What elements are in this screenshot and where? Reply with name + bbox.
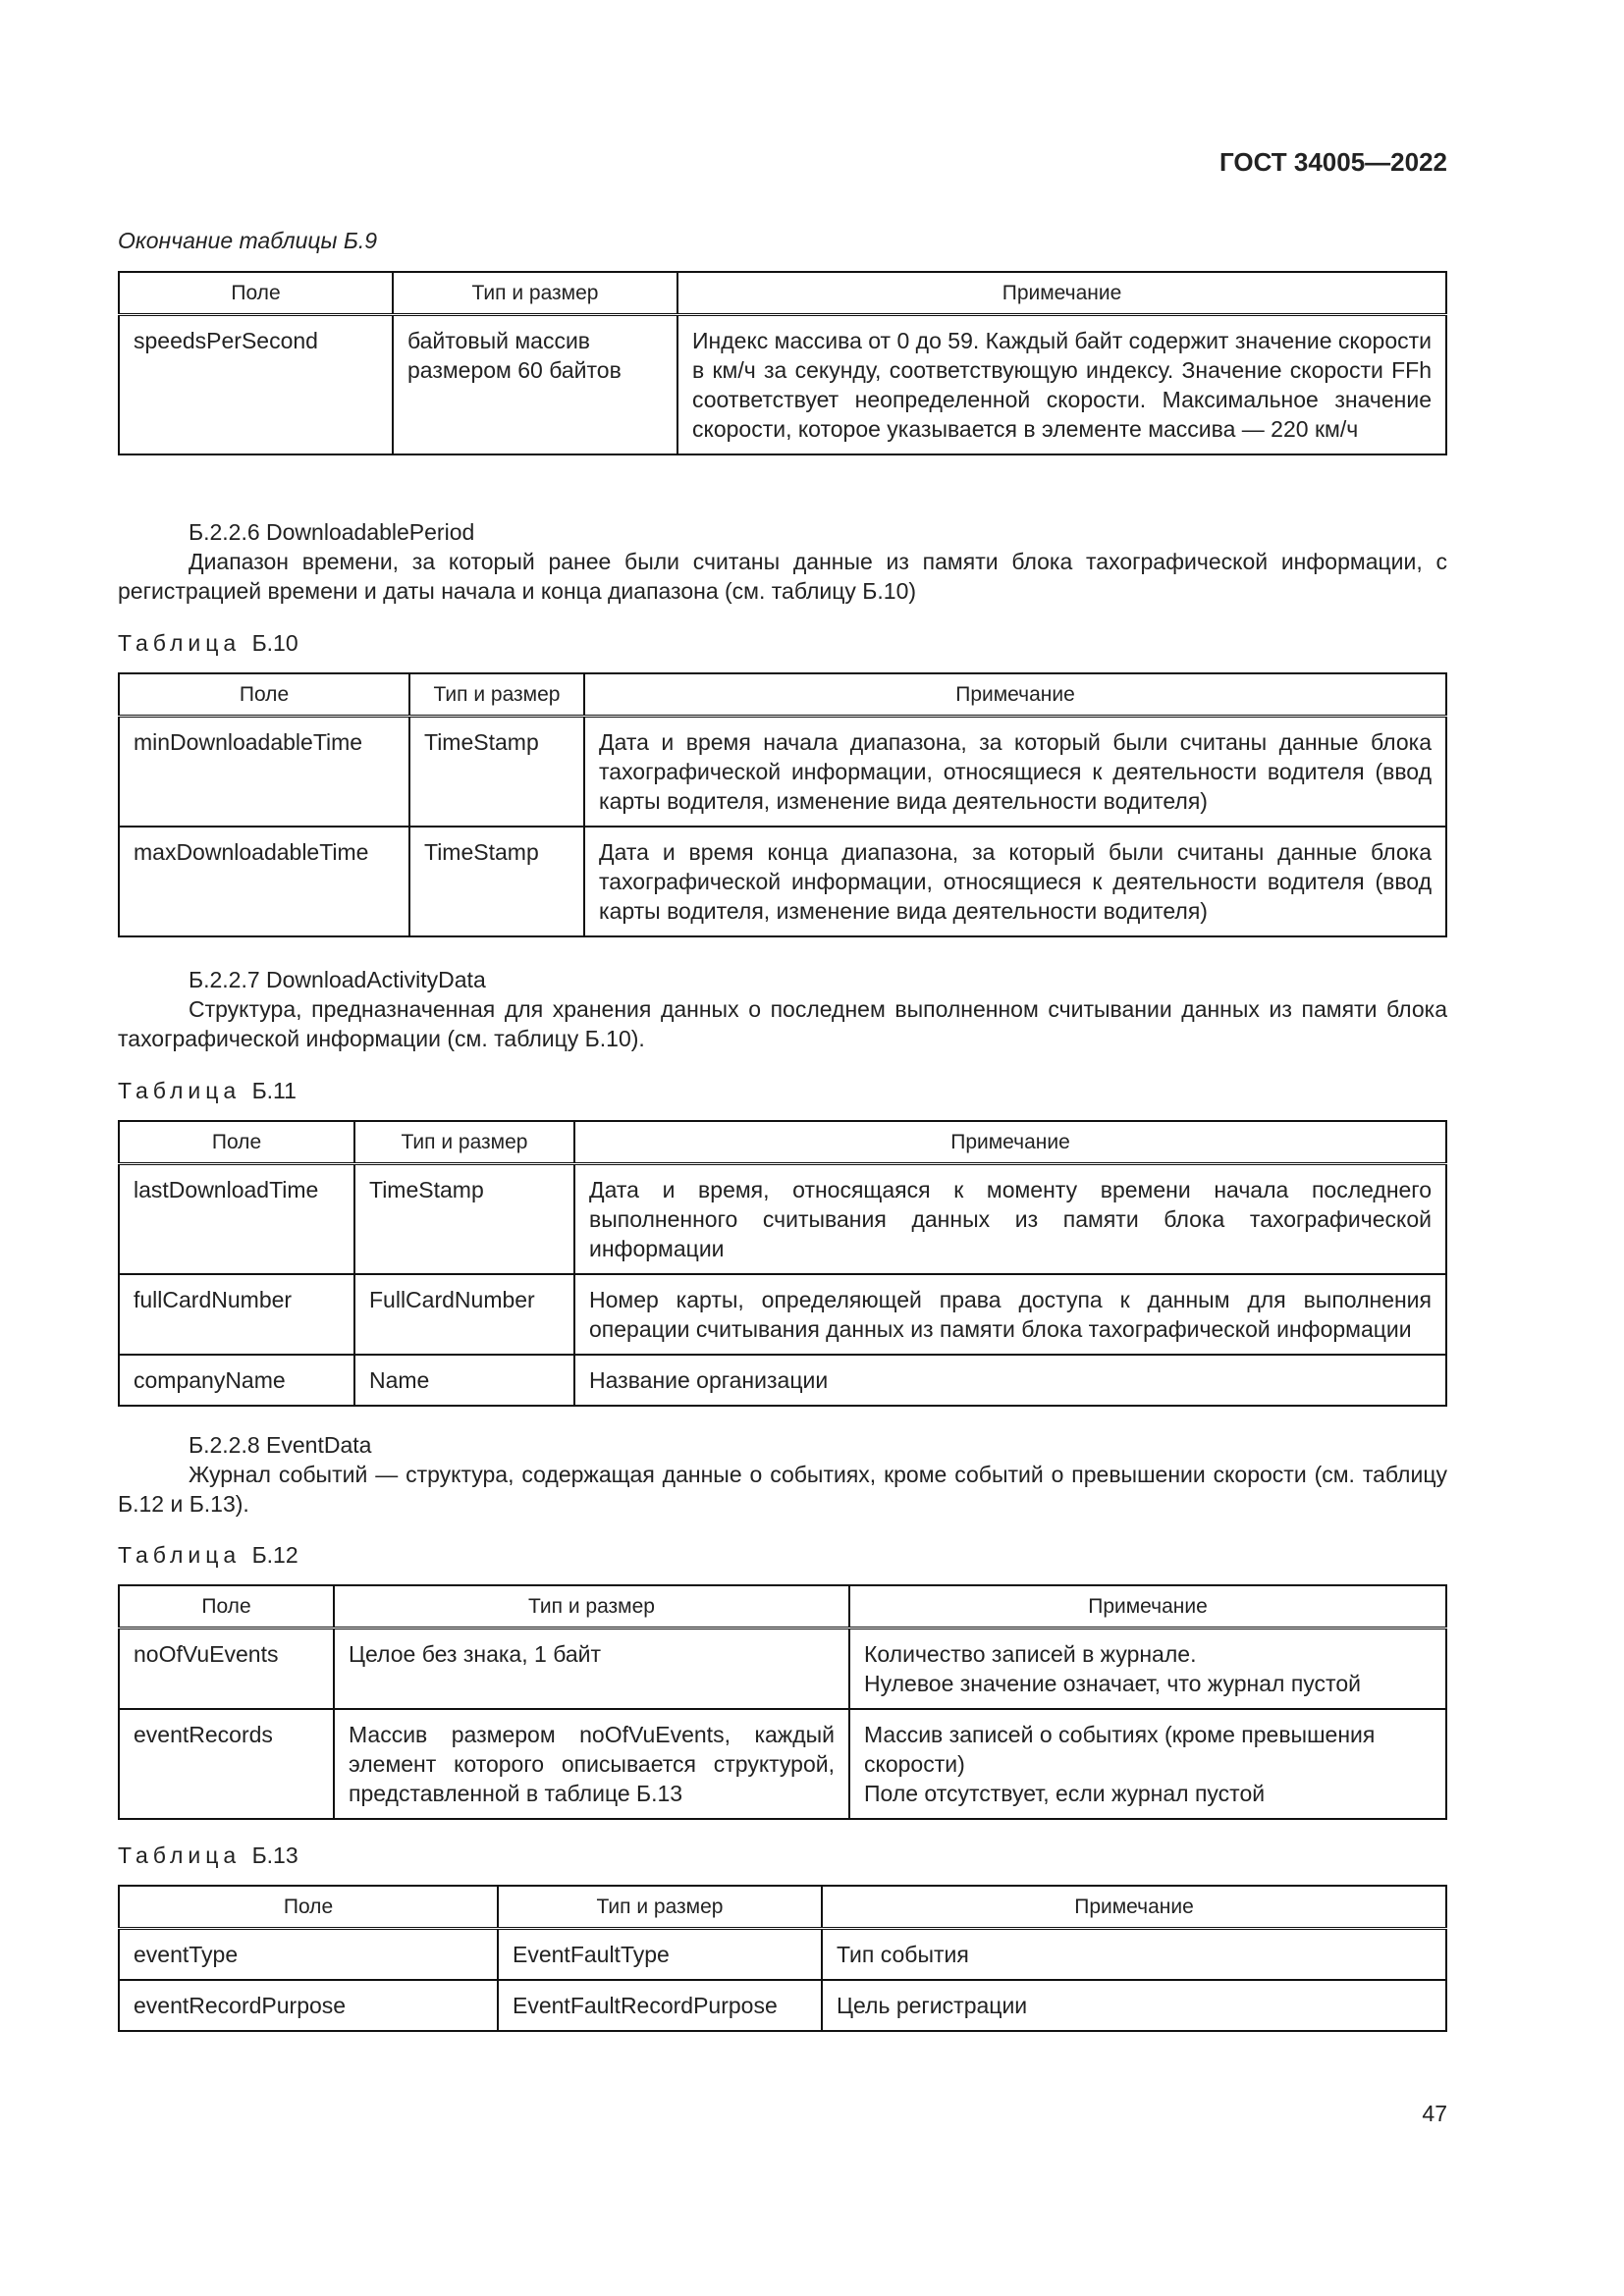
- table-header-cell: Поле: [119, 1121, 354, 1164]
- note-cell: Дата и время, относящаяся к моменту времени начала последнего выполненного считывания данных из памяти блока тахографической информации: [574, 1164, 1446, 1275]
- table-header-cell: Примечание: [822, 1886, 1446, 1929]
- table-header-cell: Тип и размер: [354, 1121, 574, 1164]
- type-cell: байтовый массив размером 60 байтов: [393, 315, 677, 455]
- page-number: 47: [1422, 2101, 1447, 2126]
- table-row: [119, 1629, 1446, 1710]
- field-cell: eventRecordPurpose: [119, 1980, 498, 2031]
- section-text: Структура, предназначенная для хранения данных о последнем выполненном считывании данных из памяти блока тахографической информации (см. таблицу Б.10).: [118, 996, 1447, 1051]
- page-header-title: ГОСТ 34005—2022: [1219, 147, 1447, 177]
- note-line: Массив записей о событиях (кроме превышения скорости): [864, 1722, 1376, 1777]
- table-row: [119, 1709, 1446, 1819]
- table-row: [119, 315, 1446, 455]
- table-b12: [118, 1584, 1447, 1820]
- table-row: [119, 1980, 1446, 2031]
- note-cell: Тип события: [822, 1929, 1446, 1981]
- type-cell: Массив размером noOfVuEvents, каждый элемент которого описывается структурой, представленной в таблице Б.13: [334, 1709, 849, 1819]
- note-line: Нулевое значение означает, что журнал пустой: [864, 1671, 1361, 1696]
- table-b9: [118, 271, 1447, 455]
- section-heading: Б.2.2.7 DownloadActivityData: [189, 967, 486, 992]
- table-label: Таблица: [118, 1842, 242, 1868]
- section-heading: Б.2.2.6 DownloadablePeriod: [189, 519, 475, 545]
- note-cell: Цель регистрации: [822, 1980, 1446, 2031]
- note-line: Количество записей в журнале.: [864, 1641, 1197, 1667]
- table-row: [119, 717, 1446, 828]
- table-number: Б.11: [251, 1078, 297, 1103]
- field-cell: companyName: [119, 1355, 354, 1406]
- section-text: Журнал событий — структура, содержащая данные о событиях, кроме событий о превышении скорости (см. таблицу Б.12 и Б.13).: [118, 1462, 1447, 1517]
- table-header-cell: Примечание: [849, 1585, 1446, 1629]
- table-label: Таблица: [118, 630, 242, 656]
- field-cell: lastDownloadTime: [119, 1164, 354, 1275]
- table-row: [119, 827, 1446, 936]
- field-cell: minDownloadableTime: [119, 717, 409, 828]
- section-b227: [118, 965, 1447, 1053]
- table-header-cell: Поле: [119, 673, 409, 717]
- table-header-cell: Примечание: [677, 272, 1446, 315]
- table-b13-title: [118, 1842, 298, 1869]
- field-cell: noOfVuEvents: [119, 1629, 334, 1710]
- table-b13: [118, 1885, 1447, 2032]
- field-cell: fullCardNumber: [119, 1274, 354, 1355]
- table-header-cell: Тип и размер: [334, 1585, 849, 1629]
- note-cell: [849, 1629, 1446, 1710]
- table-row: [119, 1929, 1446, 1981]
- table-header-cell: Тип и размер: [409, 673, 584, 717]
- type-cell: TimeStamp: [409, 827, 584, 936]
- field-cell: eventRecords: [119, 1709, 334, 1819]
- note-cell: Дата и время начала диапазона, за который были считаны данные блока тахографической информации, относящиеся к деятельности водителя (ввод карты водителя, изменение вида деятельности водителя): [584, 717, 1446, 828]
- section-heading: Б.2.2.8 EventData: [189, 1432, 372, 1458]
- table-b11: [118, 1120, 1447, 1407]
- note-cell: Индекс массива от 0 до 59. Каждый байт содержит значение скорости в км/ч за секунду, соответствующую индексу. Значение скорости FFh соответствует неопределенной скорости. Максимальное значение скорости, которое указывается в элементе массива — 220 км/ч: [677, 315, 1446, 455]
- note-cell: Название организации: [574, 1355, 1446, 1406]
- table-b10-title: [118, 630, 298, 657]
- table-label: Таблица: [118, 1078, 242, 1103]
- type-cell: EventFaultRecordPurpose: [498, 1980, 822, 2031]
- table-row: [119, 1274, 1446, 1355]
- section-b226: [118, 517, 1447, 606]
- table-label: Таблица: [118, 1542, 242, 1568]
- table-b12-title: [118, 1542, 298, 1569]
- note-cell: Дата и время конца диапазона, за который были считаны данные блока тахографической информации, относящиеся к деятельности водителя (ввод карты водителя, изменение вида деятельности водителя): [584, 827, 1446, 936]
- table-number: Б.13: [251, 1842, 298, 1868]
- note-cell: Номер карты, определяющей права доступа к данным для выполнения операции считывания данных из памяти блока тахографической информации: [574, 1274, 1446, 1355]
- note-line: Поле отсутствует, если журнал пустой: [864, 1781, 1266, 1806]
- note-cell: [849, 1709, 1446, 1819]
- type-cell: Целое без знака, 1 байт: [334, 1629, 849, 1710]
- table-header-cell: Поле: [119, 272, 393, 315]
- table-b11-title: [118, 1078, 297, 1104]
- table-b9-caption: Окончание таблицы Б.9: [118, 228, 378, 253]
- type-cell: TimeStamp: [409, 717, 584, 828]
- type-cell: Name: [354, 1355, 574, 1406]
- section-b228: [118, 1430, 1447, 1519]
- table-header-cell: Тип и размер: [393, 272, 677, 315]
- table-row: [119, 1355, 1446, 1406]
- section-text: Диапазон времени, за который ранее были считаны данные из памяти блока тахографической информации, с регистрацией времени и даты начала и конца диапазона (см. таблицу Б.10): [118, 549, 1447, 604]
- field-cell: speedsPerSecond: [119, 315, 393, 455]
- table-header-cell: Примечание: [574, 1121, 1446, 1164]
- table-row: [119, 1164, 1446, 1275]
- table-header-cell: Тип и размер: [498, 1886, 822, 1929]
- table-header-cell: Примечание: [584, 673, 1446, 717]
- type-cell: FullCardNumber: [354, 1274, 574, 1355]
- table-number: Б.10: [251, 630, 298, 656]
- table-header-cell: Поле: [119, 1585, 334, 1629]
- type-cell: EventFaultType: [498, 1929, 822, 1981]
- type-cell: TimeStamp: [354, 1164, 574, 1275]
- field-cell: eventType: [119, 1929, 498, 1981]
- table-b10: [118, 672, 1447, 937]
- table-number: Б.12: [251, 1542, 298, 1568]
- field-cell: maxDownloadableTime: [119, 827, 409, 936]
- table-header-cell: Поле: [119, 1886, 498, 1929]
